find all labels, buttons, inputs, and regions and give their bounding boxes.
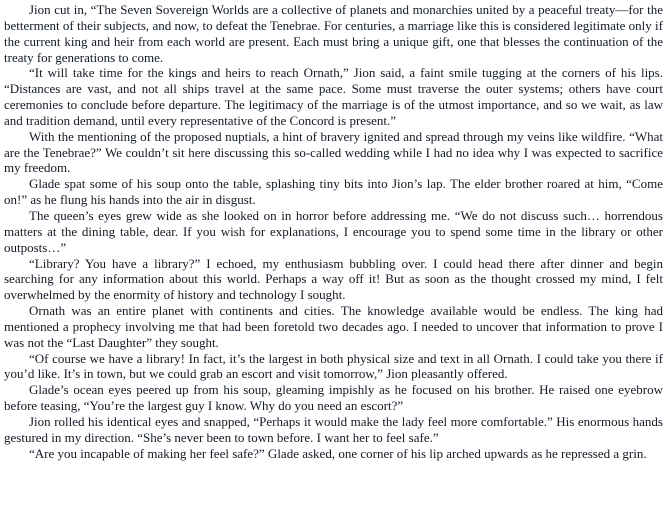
paragraph: “Are you incapable of making her feel safe?” Glade asked, one corner of his lip arched upwards as he repressed a grin. [29,445,647,461]
paragraph: Jion rolled his identical eyes and snapped, “Perhaps it would make the lady feel more comfortable.” His enormous hands gestured in my direction. “She’s never been to town before. I want her to feel safe.” [4,413,663,445]
paragraph: With the mentioning of the proposed nuptials, a hint of bravery ignited and spread through my veins like wildfire. “What are the Tenebrae?” We couldn’t sit here discussing this so-called wedding while I had no idea why I was expected to sacrifice my freedom. [4,128,663,176]
paragraph: “Library? You have a library?” I echoed, my enthusiasm bubbling over. I could head there after dinner and begin searching for any information about this world. Perhaps a way off it! But as soon as the thought crossed my mind, I felt overwhelmed by the enormity of history and technology I sought. [4,255,663,303]
paragraph: Jion cut in, “The Seven Sovereign Worlds are a collective of planets and monarchies united by a peaceful treaty—for the betterment of their subjects, and now, to defeat the Tenebrae. For centuries, a marriage like this is considered legitimate only if the current king and heir from each world are present. Each must bring a unique gift, one that blesses the continuation of the treaty for generations to come. [4,2,663,65]
paragraph: “Of course we have a library! In fact, it’s the largest in both physical size and text in all Ornath. I could take you there if you’d like. It’s in town, but we could grab an escort and visit tomorrow,” Jion pleasantly offered. [4,350,663,382]
paragraph: “It will take time for the kings and heirs to reach Ornath,” Jion said, a faint smile tugging at the corners of his lips. “Distances are vast, and not all ships travel at the same pace. Some must traverse the outer systems; others have court ceremonies to conclude before departure. The legitimacy of the marriage is of the utmost importance, and so we wait, as law and tradition demand, until every representative of the Concord is present.” [4,65,663,128]
page-text [4,2,663,461]
paragraph: Glade spat some of his soup onto the table, splashing tiny bits into Jion’s lap. The elder brother roared at him, “Come on!” as he flung his hands into the air in disgust. [4,176,663,208]
paragraph: Ornath was an entire planet with continents and cities. The knowledge available would be endless. The king had mentioned a prophecy involving me that had been foretold two decades ago. I needed to uncover that information to prove I was not the “Last Daughter” they sought. [4,303,663,350]
paragraph: Glade’s ocean eyes peered up from his soup, gleaming impishly as he focused on his brother. He raised one eyebrow before teasing, “You’re the largest guy I know. Why do you need an escort?” [4,382,663,414]
paragraph: The queen’s eyes grew wide as she looked on in horror before addressing me. “We do not discuss such… horrendous matters at the dining table, dear. If you wish for explanations, I encourage you to spend some time in the library or other outposts…” [4,207,663,255]
